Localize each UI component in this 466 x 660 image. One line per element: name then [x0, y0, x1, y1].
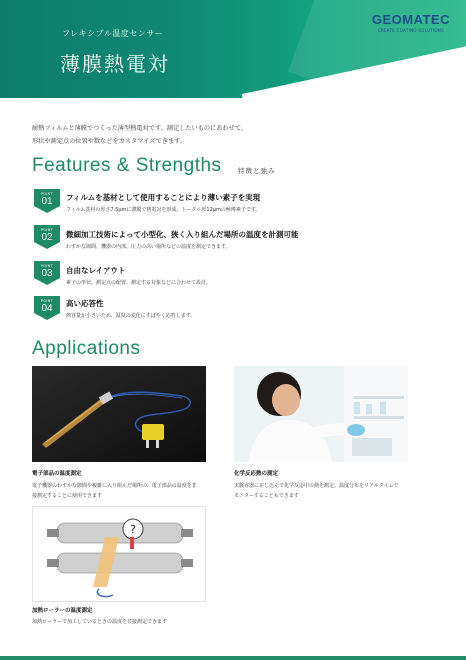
- point-badge-04: [34, 296, 60, 320]
- point-label: POINT: [40, 228, 54, 232]
- feature-desc-03: 素子の形状、測定点の配置、測定する対象などに合わせて設計。: [66, 280, 212, 286]
- point-badge-01: [34, 189, 60, 213]
- app-desc-1-line-1: 電子機器のわずかな隙間や複雑に入り組んだ場所の、電子部品の温度を非: [32, 483, 197, 489]
- feature-title-02: 微細加工技術によって小型化、狭く入り組んだ場所の温度を計測可能: [66, 230, 299, 239]
- point-number: 03: [41, 268, 53, 279]
- app-caption-1: 電子部品の温度測定: [32, 471, 82, 477]
- features-heading: Features & Strengths: [32, 155, 222, 176]
- app-desc-3: [32, 617, 167, 627]
- feature-title-03: 自由なレイアウト: [66, 266, 126, 275]
- feature-desc-01: フィルム基材の厚さ7.5μmに薄膜で熱電対を形成。トータル厚12μmの極薄素子です。: [66, 207, 261, 213]
- point-number: 02: [41, 232, 53, 243]
- svg-text:?: ?: [130, 523, 136, 536]
- feature-desc-04: 熱容量が小さいため、温度の変化にすばやく応答します。: [66, 313, 196, 319]
- logo-name: GEOMATEC: [371, 12, 450, 27]
- point-label: POINT: [40, 299, 54, 303]
- point-number: 01: [41, 196, 53, 207]
- feature-desc-02: わずかな隙間、機器の内部、圧力の高い場所などの温度を測定できます。: [66, 244, 231, 250]
- intro-text: [32, 122, 332, 148]
- applications-heading: Applications: [32, 338, 141, 359]
- point-badge-02: [34, 225, 60, 249]
- point-label: POINT: [40, 264, 54, 268]
- lab-photo: [234, 366, 408, 462]
- feature-title-04: 高い応答性: [66, 299, 104, 308]
- point-number: 04: [41, 303, 53, 314]
- app-desc-3-line-1: 加熱ローラーで加工しているときの温度を非接測定できます: [32, 619, 168, 625]
- point-label: POINT: [40, 192, 54, 196]
- thermocouple-photo: [32, 366, 206, 462]
- app-desc-2-line-2: モニターすることもできます: [234, 493, 299, 499]
- intro-line-2: 形状や測定点の位置や数などをカスタマイズできます。: [32, 138, 187, 145]
- intro-line-1: 耐熱フィルムと薄膜でつくった薄型熱電対です。測定したいものにあわせて、: [32, 125, 248, 132]
- app-desc-2-line-1: 実験容器に差し込んで化学反応中の熱を測定。温度分布をリアルタイムで: [234, 483, 399, 489]
- page-title: 薄膜熱電対: [60, 52, 170, 76]
- feature-title-01: フィルムを基材として使用することにより薄い素子を実現: [66, 193, 261, 202]
- app-caption-3: 加熱ローラーの温度測定: [32, 608, 93, 614]
- app-desc-1-line-2: 接測定することに使用できます: [32, 493, 103, 499]
- page-subtitle: フレキシブル温度センサー: [62, 29, 164, 38]
- company-logo: [372, 12, 450, 33]
- footer-bar: [0, 656, 466, 660]
- app-caption-2: 化学反応熱の測定: [234, 471, 279, 477]
- logo-tagline: CREATE COATING SOLUTIONS: [377, 28, 445, 33]
- app-desc-2: [234, 481, 399, 501]
- roller-diagram: [32, 506, 206, 602]
- app-desc-1: [32, 481, 197, 501]
- features-heading-jp: 特徴と強み: [238, 167, 276, 175]
- point-badge-03: [34, 261, 60, 285]
